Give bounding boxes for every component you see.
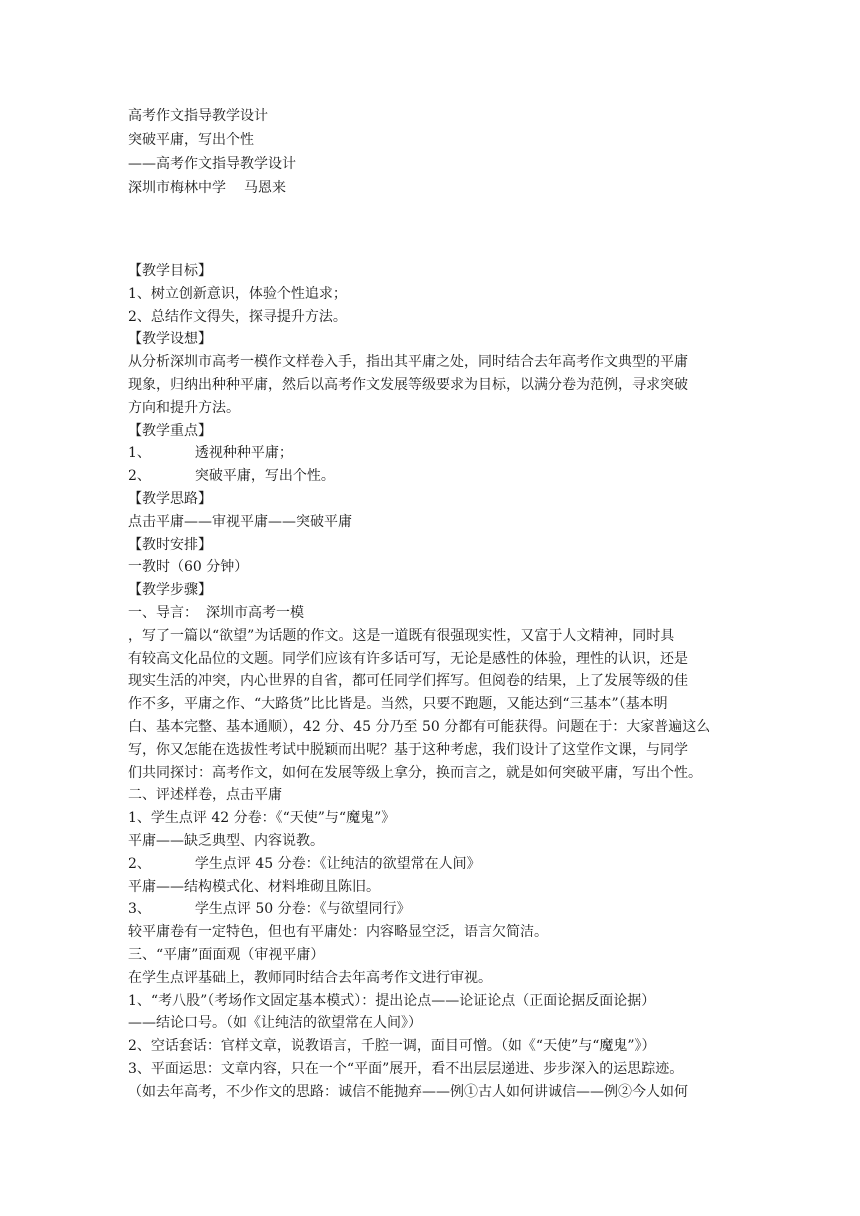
paragraph-line: 3、平面运思：文章内容，只在一个“平面”展开，看不出层层递进、步步深入的运思踪迹。 (128, 1060, 684, 1077)
list-item (128, 898, 748, 921)
document-title: 高考作文指导教学设计 (128, 108, 268, 124)
step-label: 一、导言： (128, 604, 198, 621)
document-subtitle: 突破平庸，写出个性 (128, 132, 254, 148)
section-heading: 【教时安排】 (128, 536, 212, 553)
school-name: 深圳市梅林中学 (128, 180, 226, 196)
paragraph-line: （如去年高考，不少作文的思路：诚信不能抛弃——例①古人如何讲诚信——例②今人如何 (128, 1083, 688, 1100)
section-heading: 【教学重点】 (128, 422, 212, 439)
section-heading: 【教学步骤】 (128, 582, 212, 599)
list-number: 2、 (128, 855, 151, 872)
paragraph-line: 较平庸卷有一定特色，但也有平庸处：内容略显空泛，语言欠简洁。 (128, 924, 548, 941)
step-heading: 二、评述样卷，点击平庸 (128, 787, 282, 804)
paragraph-line: 平庸——缺乏典型、内容说教。 (128, 832, 324, 849)
list-number: 1、 (128, 445, 151, 462)
list-text: 突破平庸，写出个性。 (194, 468, 335, 485)
paragraph-line: 2、总结作文得失，探寻提升方法。 (128, 308, 347, 325)
paragraph-line: 平庸——结构模式化、材料堆砌且陈旧。 (128, 878, 380, 895)
paragraph-line: 1、学生点评 42 分卷：《“天使”与“魔鬼”》 (128, 810, 396, 827)
list-item (128, 853, 748, 876)
step-heading: 三、“平庸”面面观（审视平庸） (128, 946, 325, 963)
author-line (128, 176, 748, 200)
paragraph-line: ，写了一篇以“欲望”为话题的作文。这是一道既有很强现实性，又富于人文精神，同时具 (128, 627, 675, 644)
document-subtitle-2: ——高考作文指导教学设计 (128, 156, 296, 172)
author-name: 马恩来 (244, 180, 286, 196)
list-number: 3、 (128, 901, 151, 918)
step-heading (128, 602, 748, 625)
section-heading: 【教学思路】 (128, 490, 212, 507)
paragraph-line: 写，你又怎能在选拔性考试中脱颖而出呢？基于这种考虑，我们设计了这堂作文课，与同学 (128, 741, 688, 758)
list-item (128, 465, 748, 488)
title-block (128, 104, 748, 200)
paragraph-line: 1、树立创新意识，体验个性追求； (128, 285, 347, 302)
paragraph-line: 作不多，平庸之作、“大路货”比比皆是。当然，只要不跑题，又能达到“三基本”（基本明 (128, 696, 668, 713)
paragraph-line: 们共同探讨：高考作文，如何在发展等级上拿分，换而言之，就是如何突破平庸，写出个性。 (128, 764, 702, 781)
paragraph-line: 现象，归纳出种种平庸，然后以高考作文发展等级要求为目标，以满分卷为范例，寻求突破 (128, 376, 688, 393)
section-heading: 【教学设想】 (128, 331, 212, 348)
paragraph-line: 有较高文化品位的文题。同学们应该有许多话可写，无论是感性的体验，理性的认识，还是 (128, 650, 688, 667)
paragraph-line: 在学生点评基础上，教师同时结合去年高考作文进行审视。 (128, 969, 492, 986)
paragraph-line: ——结论口号。（如《让纯洁的欲望常在人间》） (128, 1015, 422, 1032)
paragraph-line: 白、基本完整、基本通顺），42 分、45 分乃至 50 分都有可能获得。问题在于：大家普遍这么 (128, 718, 711, 735)
paragraph-line: 2、空话套话：官样文章，说教语言，千腔一调，面目可憎。（如《“天使”与“魔鬼”》） (128, 1038, 656, 1055)
paragraph-line: 一教时（60 分钟） (128, 559, 249, 576)
list-text: 透视种种平庸； (194, 445, 293, 462)
paragraph-line: 1、“考八股”（考场作文固定基本模式）：提出论点——论证论点（正面论据反面论据） (128, 992, 656, 1009)
list-number: 2、 (128, 468, 151, 485)
document-body (128, 260, 748, 1103)
step-text: 深圳市高考一模 (206, 604, 304, 621)
paragraph-line: 从分析深圳市高考一模作文样卷入手，指出其平庸之处，同时结合去年高考作文典型的平庸 (128, 354, 688, 371)
paragraph-line: 点击平庸——审视平庸——突破平庸 (128, 513, 352, 530)
list-item (128, 442, 748, 465)
paragraph-line: 现实生活的冲突，内心世界的自省，都可任同学们挥写。但阅卷的结果，上了发展等级的佳 (128, 673, 688, 690)
list-text: 学生点评 45 分卷：《让纯洁的欲望常在人间》 (194, 855, 481, 872)
paragraph-line: 方向和提升方法。 (128, 399, 240, 416)
list-text: 学生点评 50 分卷：《与欲望同行》 (194, 901, 411, 918)
section-heading: 【教学目标】 (128, 263, 212, 279)
